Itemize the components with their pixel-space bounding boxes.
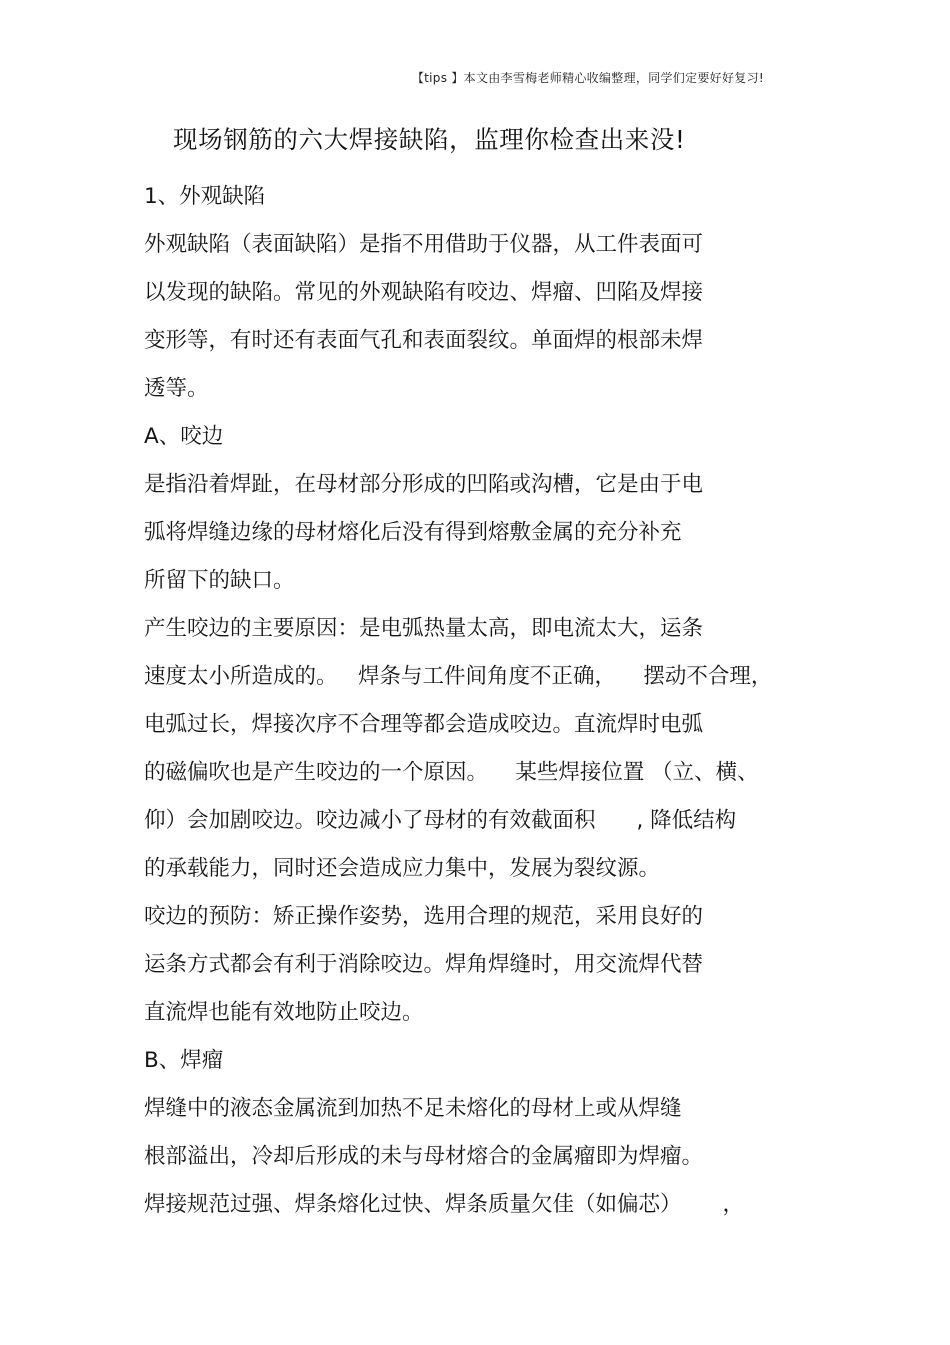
- paragraph-line: 的磁偏吹也是产生咬边的一个原因。 某些焊接位置 （立、横、: [144, 760, 759, 785]
- paragraph-line: 所留下的缺口。: [144, 568, 295, 593]
- paragraph-line: 透等。: [144, 376, 209, 401]
- paragraph-line: 弧将焊缝边缘的母材熔化后没有得到熔敷金属的充分补充: [144, 520, 682, 545]
- paragraph-line: 直流焊也能有效地防止咬边。: [144, 1000, 424, 1025]
- paragraph-line: 电弧过长，焊接次序不合理等都会造成咬边。直流焊时电弧: [144, 712, 704, 737]
- paragraph-line: 的承载能力，同时还会造成应力集中，发展为裂纹源。: [144, 856, 661, 881]
- header-tips: 【tips 】本文由李雪梅老师精心收编整理，同学们定要好好复习!: [411, 71, 764, 85]
- paragraph-line: 速度太小所造成的。 焊条与工件间角度不正确， 摆动不合理，: [144, 664, 773, 689]
- page-title: 现场钢筋的六大焊接缺陷，监理你检查出来没!: [173, 125, 686, 154]
- paragraph-line: 咬边的预防：矫正操作姿势，选用合理的规范，采用良好的: [144, 904, 704, 929]
- paragraph-line: 仰）会加剧咬边。咬边减小了母材的有效截面积 , 降低结构: [144, 808, 737, 833]
- paragraph-line: 产生咬边的主要原因：是电弧热量太高，即电流太大，运条: [144, 616, 704, 641]
- paragraph-line: 焊缝中的液态金属流到加热不足未熔化的母材上或从焊缝: [144, 1096, 682, 1121]
- section-heading-undercut: A、咬边: [144, 424, 224, 449]
- paragraph-line: 焊接规范过强、焊条熔化过快、焊条质量欠佳（如偏芯） ，: [144, 1192, 745, 1217]
- paragraph-line: 外观缺陷（表面缺陷）是指不用借助于仪器，从工件表面可: [144, 232, 704, 257]
- paragraph-line: 是指沿着焊趾，在母材部分形成的凹陷或沟槽，它是由于电: [144, 472, 704, 497]
- section-heading-weld-overlap: B、焊瘤: [144, 1048, 224, 1073]
- paragraph-line: 以发现的缺陷。常见的外观缺陷有咬边、焊瘤、凹陷及焊接: [144, 280, 704, 305]
- paragraph-line: 运条方式都会有利于消除咬边。焊角焊缝时，用交流焊代替: [144, 952, 704, 977]
- paragraph-line: 变形等，有时还有表面气孔和表面裂纹。单面焊的根部未焊: [144, 328, 704, 353]
- section-heading-appearance-defects: 1、外观缺陷: [144, 184, 266, 209]
- paragraph-line: 根部溢出，冷却后形成的未与母材熔合的金属瘤即为焊瘤。: [144, 1144, 704, 1169]
